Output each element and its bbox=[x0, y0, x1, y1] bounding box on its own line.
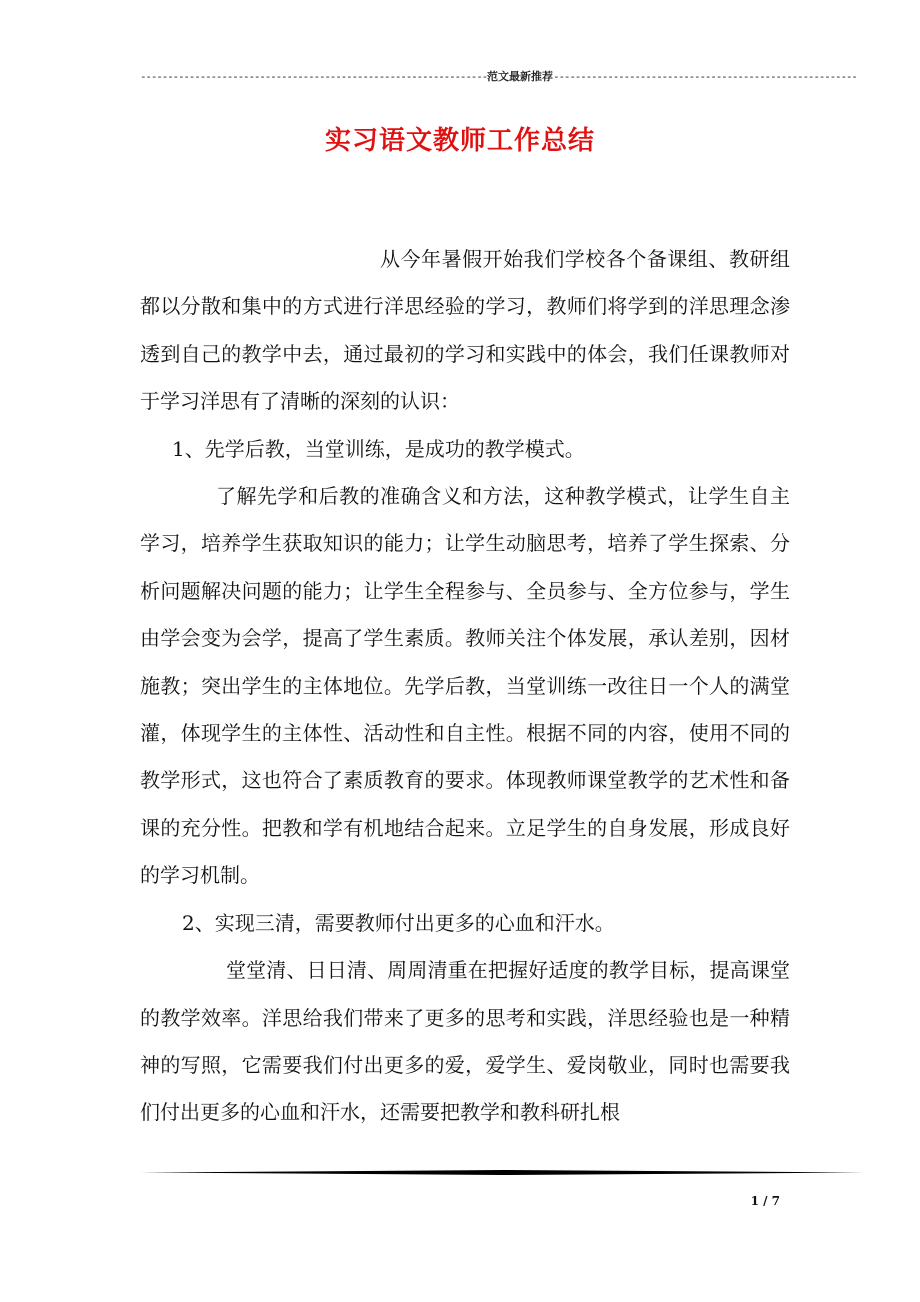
header-dashes-right: -------------------------------------------------------- bbox=[553, 70, 857, 83]
document-title: 实习语文教师工作总结 bbox=[324, 126, 595, 156]
page-header bbox=[140, 68, 857, 84]
paragraph-point-1-body: 了解先学和后教的准确含义和方法，这种教学模式，让学生自主学习，培养学生获取知识的能力；让学生动脑思考，培养了学生探索、分析问题解决问题的能力；让学生全程参与、全员参与、全方位参与，学生由学会变为会学，提高了学生素质。教师关注个体发展，承认差别，因材施教；突出学生的主体地位。先学后教，当堂训练一改往日一个人的满堂灌，体现学生的主体性、活动性和自主性。根据不同的内容，使用不同的教学形式，这也符合了素质教育的要求。体现教师课堂教学的艺术性和备课的充分性。把教和学有机地结合起来。立足学生的自身发展，形成良好的学习机制。 bbox=[140, 484, 790, 888]
header-dashes-left: ---------------------------------------------------------------- bbox=[140, 70, 488, 83]
paragraph-point-2: 2、实现三清，需要教师付出更多的心血和汗水。 bbox=[182, 910, 615, 935]
page-number: 1 / 7 bbox=[750, 1194, 780, 1208]
document-body bbox=[140, 236, 790, 1137]
footer-divider bbox=[140, 1170, 864, 1175]
paragraph-point-1: 1、先学后教，当堂训练，是成功的教学模式。 bbox=[172, 436, 585, 461]
paragraph-intro: 从今年暑假开始我们学校各个备课组、教研组都以分散和集中的方式进行洋思经验的学习，教师们将学到的洋思理念渗透到自己的教学中去，通过最初的学习和实践中的体会，我们任课教师对于学习洋思有了清晰的深刻的认识： bbox=[140, 247, 790, 414]
paragraph-point-2-body: 堂堂清、日日清、周周清重在把握好适度的教学目标，提高课堂的教学效率。洋思给我们带来了更多的思考和实践，洋思经验也是一种精神的写照，它需要我们付出更多的爱，爱学生、爱岗敬业，同时也需要我们付出更多的心血和汗水，还需要把教学和教科研扎根 bbox=[140, 958, 790, 1125]
header-label: 范文最新推荐 bbox=[487, 70, 554, 83]
